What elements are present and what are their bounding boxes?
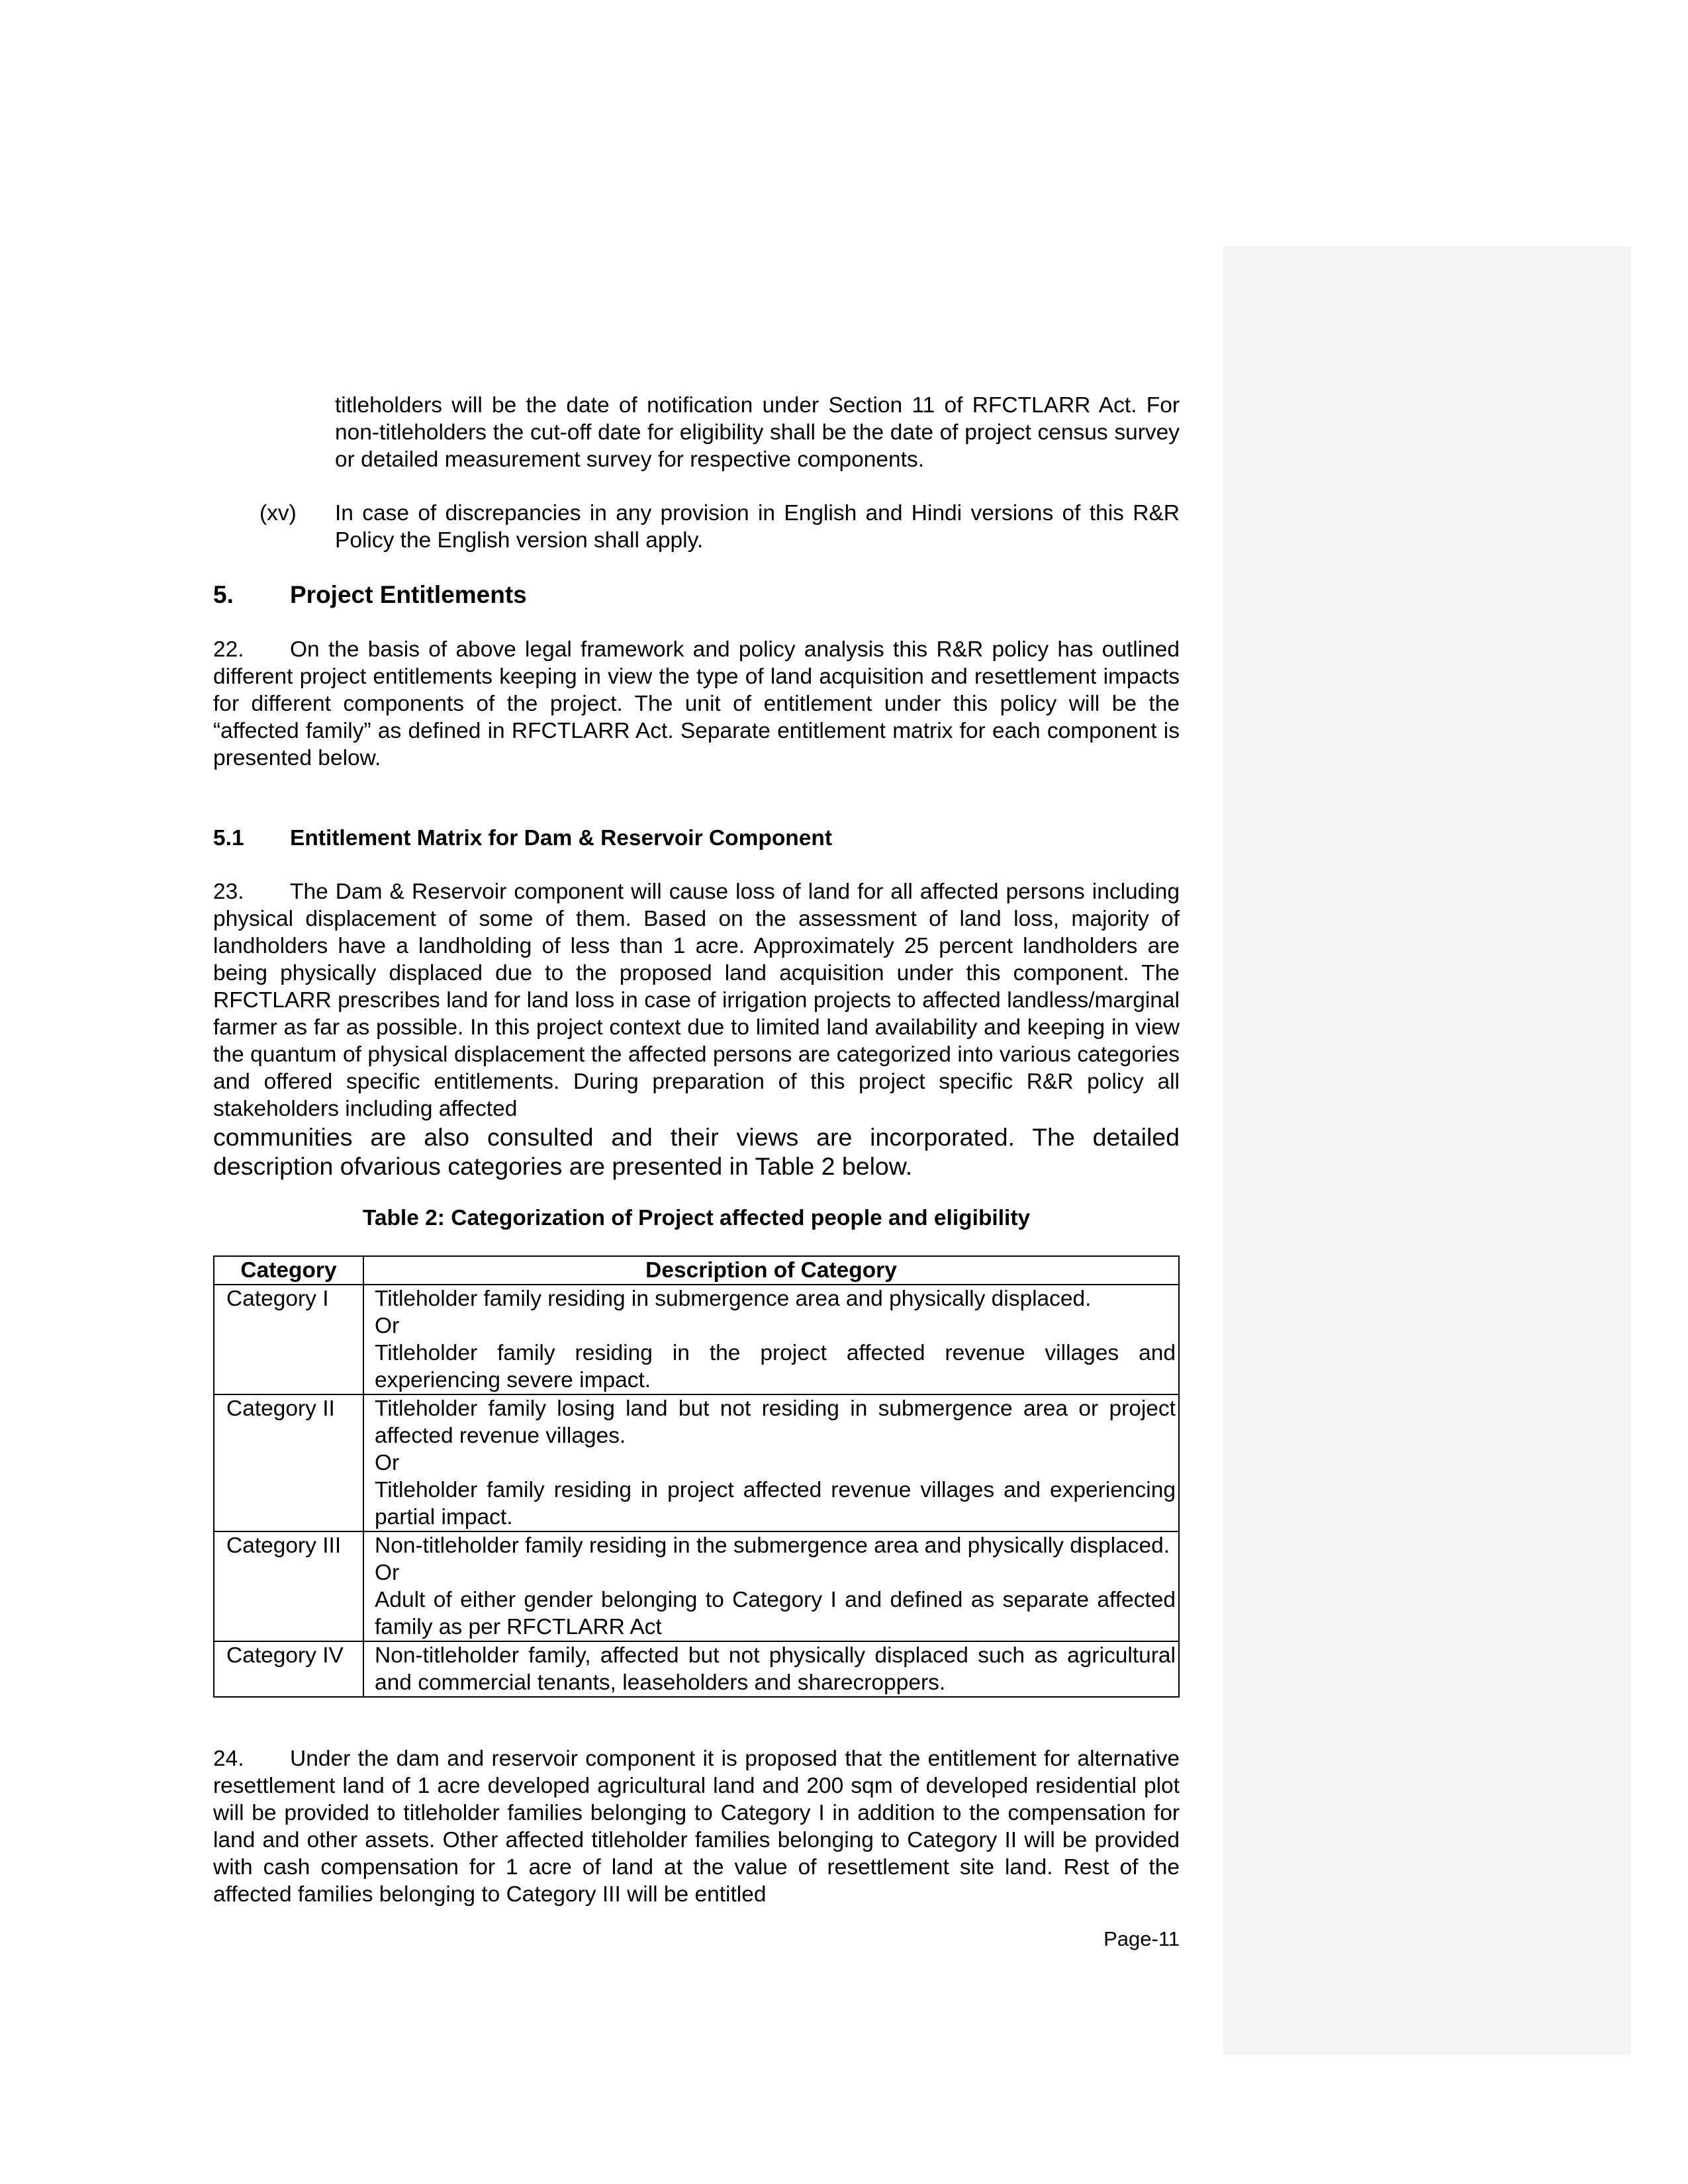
- list-item-xv: [213, 500, 1180, 554]
- table-row: [214, 1641, 1179, 1697]
- section-5-heading: [213, 580, 1180, 610]
- paragraph-number: 23.: [213, 880, 244, 904]
- section-number: 5.: [213, 581, 234, 608]
- intro-continuation: titleholders will be the date of notification under Section 11 of RFCTLARR Act. For non-titleholders the cut-off date for eligibility shall be the date of project census survey or detailed measurement survey for respective components.: [335, 393, 1180, 472]
- section-title: Entitlement Matrix for Dam & Reservoir Component: [290, 826, 833, 850]
- description-line: Titleholder family residing in project affected revenue villages and experiencing partial impact.: [375, 1478, 1176, 1529]
- comment-pane: [1223, 246, 1631, 2056]
- table-row: [214, 1394, 1179, 1531]
- section-number: 5.1: [213, 826, 244, 850]
- header-category: Category: [214, 1256, 363, 1285]
- paragraph-22: [213, 636, 1180, 772]
- description-line: Or: [375, 1314, 400, 1338]
- category-cell: Category IV: [214, 1641, 363, 1697]
- section-title: Project Entitlements: [290, 581, 527, 608]
- description-line: Non-titleholder family, affected but not physically displaced such as agricultural and commercial tenants, leaseholders and sharecroppers.: [375, 1643, 1176, 1695]
- paragraph-number: 22.: [213, 637, 244, 662]
- section-5-1-heading: [213, 825, 1180, 852]
- description-cell: [363, 1285, 1179, 1394]
- page-content: [213, 392, 1180, 1952]
- paragraph-23-continuation: communities are also consulted and their views are incorporated. The detailed description ofvarious categories are presented in Table 2 below.: [213, 1123, 1180, 1180]
- paragraph-23: [213, 878, 1180, 1122]
- paragraph-text: The Dam & Reservoir component will cause loss of land for all affected persons including physical displacement of some of them. Based on the assessment of land loss, majority of landholders have a landholding of less than 1 acre. Approximately 25 percent landholders are being physically displaced due to the proposed land acquisition under this component. The RFCTLARR prescribes land for land loss in case of irrigation projects to affected landless/marginal farmer as far as possible. In this project context due to limited land availability and keeping in view the quantum of physical displacement the affected persons are categorized into various categories and offered specific entitlements. During preparation of this project specific R&R policy all stakeholders including affected: [213, 880, 1180, 1121]
- paragraph-text: Under the dam and reservoir component it is proposed that the entitlement for alternative resettlement land of 1 acre developed agricultural land and 200 sqm of developed residential plot will be provided to titleholder families belonging to Category I in addition to the compensation for land and other assets. Other affected titleholder families belonging to Category II will be provided with cash compensation for 1 acre of land at the value of resettlement site land. Rest of the affected families belonging to Category III will be entitled: [213, 1747, 1180, 1907]
- description-line: Titleholder family losing land but not residing in submergence area or project affected revenue villages.: [375, 1396, 1176, 1448]
- table-caption: Table 2: Categorization of Project affected people and eligibility: [362, 1206, 1031, 1230]
- description-line: Titleholder family residing in the project affected revenue villages and experiencing severe impact.: [375, 1341, 1176, 1392]
- description-line: Titleholder family residing in submergence area and physically displaced.: [375, 1287, 1092, 1311]
- list-marker: (xv): [259, 501, 297, 525]
- category-cell: Category II: [214, 1394, 363, 1531]
- description-line: Adult of either gender belonging to Category I and defined as separate affected family as per RFCTLARR Act: [375, 1588, 1176, 1639]
- table-row: [214, 1285, 1179, 1394]
- description-line: Or: [375, 1451, 400, 1475]
- header-description: Description of Category: [363, 1256, 1179, 1285]
- category-cell: Category III: [214, 1531, 363, 1641]
- description-line: Non-titleholder family residing in the submergence area and physically displaced.: [375, 1533, 1170, 1558]
- table-header-row: [214, 1256, 1179, 1285]
- categorization-table: [213, 1255, 1180, 1698]
- description-cell: [363, 1641, 1179, 1697]
- table-row: [214, 1531, 1179, 1641]
- description-cell: [363, 1531, 1179, 1641]
- page-number: Page-11: [1103, 1927, 1180, 1950]
- paragraph-number: 24.: [213, 1747, 244, 1771]
- description-line: Or: [375, 1561, 400, 1585]
- paragraph-text: On the basis of above legal framework and policy analysis this R&R policy has outlined different project entitlements keeping in view the type of land acquisition and resettlement impacts for different components of the project. The unit of entitlement under this policy will be the “affected family” as defined in RFCTLARR Act. Separate entitlement matrix for each component is presented below.: [213, 637, 1180, 770]
- paragraph-24: [213, 1745, 1180, 1908]
- description-cell: [363, 1394, 1179, 1531]
- list-item-text: In case of discrepancies in any provision in English and Hindi versions of this R&R Policy the English version shall apply.: [335, 501, 1180, 553]
- category-cell: Category I: [214, 1285, 363, 1394]
